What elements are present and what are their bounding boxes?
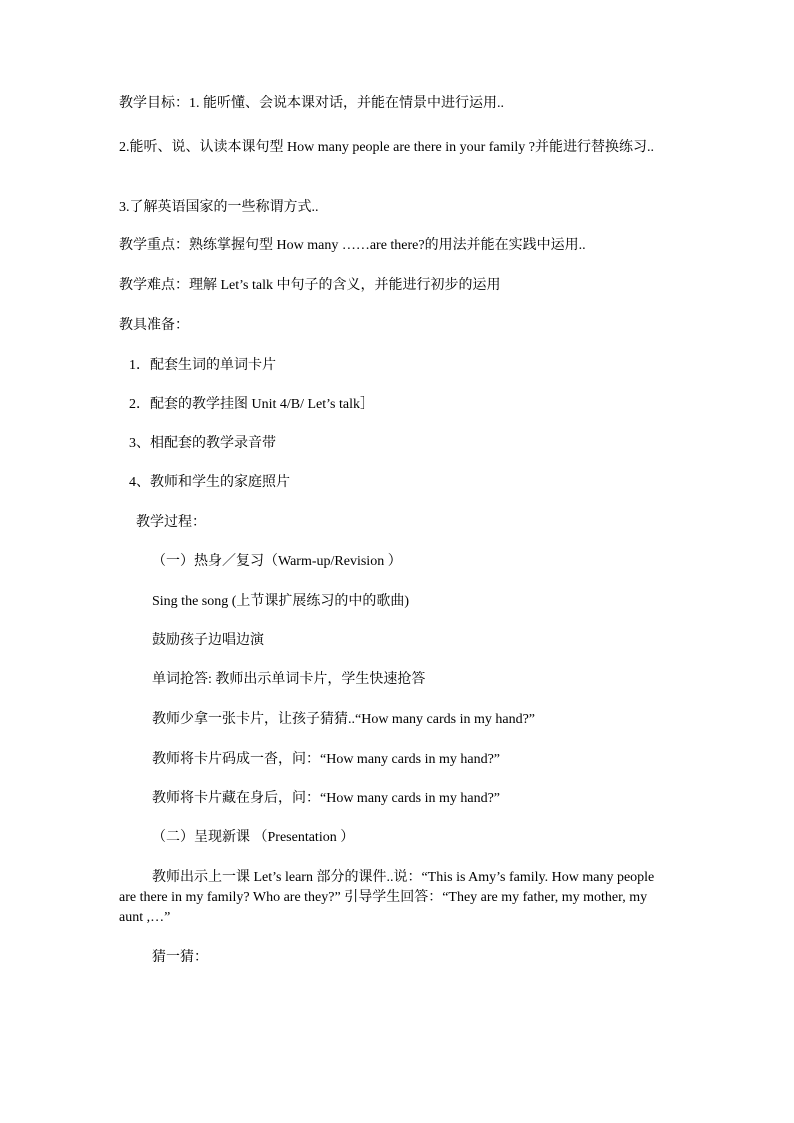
section2-paragraph: 教师出示上一课 Let’s learn 部分的课件..说：“This is Amy’s family. How many people are there in my family? Who are they?” 引导学生回答：“They are my father, my mother, my aunt ,…” (119, 870, 655, 925)
objective-1: 教学目标：1. 能听懂、会说本课对话，并能在情景中进行运用.. (119, 96, 504, 111)
materials-item: 2．配套的教学挂图 Unit 4/B/ Let’s talk］ (129, 397, 374, 412)
objective-2: 2.能听、说、认读本课句型 How many people are there in your family ?并能进行替换练习.. (119, 140, 655, 155)
objective-3: 3.了解英语国家的一些称谓方式.. (119, 200, 319, 215)
materials-item: 4、教师和学生的家庭照片 (129, 475, 290, 490)
section2-title: （二）呈现新课 （Presentation ） (152, 830, 355, 845)
section1-line: 教师将卡片码成一沓，问：“How many cards in my hand?” (152, 752, 500, 767)
materials-item: 1．配套生词的单词卡片 (129, 358, 276, 373)
section1-line: 鼓励孩子边唱边演 (152, 633, 264, 648)
materials-item: 3、相配套的教学录音带 (129, 436, 276, 451)
section1-title: （一）热身／复习（Warm-up/Revision ） (152, 554, 402, 569)
key-point: 教学重点：熟练掌握句型 How many ……are there?的用法并能在实践中运用.. (119, 238, 586, 253)
process-heading: 教学过程： (136, 515, 206, 530)
guess-heading: 猜一猜： (152, 950, 208, 965)
section1-line: 单词抢答: 教师出示单词卡片，学生快速抢答 (152, 672, 426, 687)
section1-line: Sing the song (上节课扩展练习的中的歌曲) (152, 594, 410, 609)
difficulty: 教学难点：理解 Let’s talk 中句子的含义，并能进行初步的运用 (119, 278, 501, 293)
materials-heading: 教具准备： (119, 318, 189, 333)
section1-line: 教师将卡片藏在身后，问：“How many cards in my hand?” (152, 791, 500, 806)
section1-line: 教师少拿一张卡片，让孩子猜猜..“How many cards in my hand?” (152, 712, 535, 727)
